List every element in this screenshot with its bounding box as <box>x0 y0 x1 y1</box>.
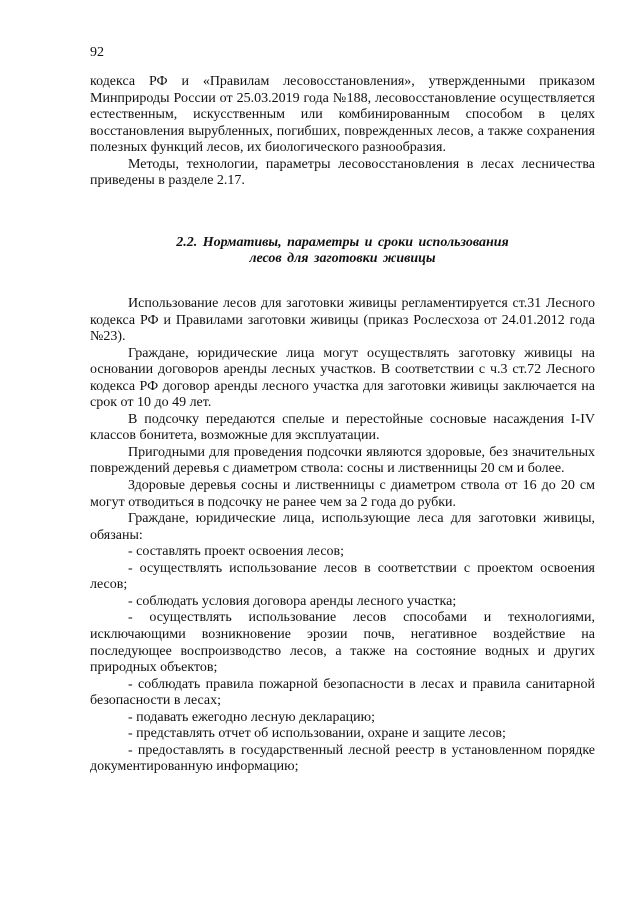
paragraph-regulation: Использование лесов для заготовки живицы регламентируется ст.31 Лесного кодекса РФ и Правилами заготовки живицы (приказ Рослесхоза от 24.01.2012 года №23). <box>90 296 595 345</box>
obligation-list-item: - осуществлять использование лесов в соответствии с проектом освоения лесов; <box>90 560 595 593</box>
obligation-list-item: - соблюдать условия договора аренды лесного участка; <box>128 593 457 609</box>
paragraph-stands-for-tapping: В подсочку передаются спелые и перестойные сосновые насаждения I-IV классов бонитета, возможные для эксплуатации. <box>90 411 595 444</box>
obligation-list-item: - осуществлять использование лесов способами и технологиями, исключающими возникновение эрозии почв, негативное воздействие на последующее воспроизводство лесов, а также на состояние водных и других природных объектов; <box>90 610 595 676</box>
document-body <box>90 74 595 776</box>
obligation-list-item: - составлять проект освоения лесов; <box>128 544 345 560</box>
paragraph-lease-terms: Граждане, юридические лица могут осуществлять заготовку живицы на основании договоров аренды лесных участков. В соответствии с ч.3 ст.72 Лесного кодекса РФ договор аренды лесного участка для заготовки живицы заключается на срок от 10 до 49 лет. <box>90 345 595 411</box>
paragraph-trees-before-felling: Здоровые деревья сосны и лиственницы с диаметром ствола от 16 до 20 см могут отводиться в подсочку не ранее чем за 2 года до рубки. <box>90 478 595 510</box>
paragraph-methods-reference: Методы, технологии, параметры лесовосстановления в лесах лесничества приведены в разделе 2.17. <box>90 156 595 189</box>
section-heading-line-1: 2.2. Нормативы, параметры и сроки использования <box>176 234 509 250</box>
obligation-list-item: - соблюдать правила пожарной безопасности в лесах и правила санитарной безопасности в лесах; <box>90 676 595 709</box>
obligation-list-item: - подавать ежегодно лесную декларацию; <box>128 709 375 725</box>
obligation-list-item: - представлять отчет об использовании, охране и защите лесов; <box>128 726 506 742</box>
section-heading-line-2: лесов для заготовки живицы <box>249 251 436 267</box>
paragraph-continuation: кодекса РФ и «Правилам лесовосстановления», утвержденными приказом Минприроды России от 25.03.2019 года №188, лесовосстановление осуществляется естественным, искусственным или комбинированным способом в целях восстановления вырубленных, погибших, поврежденных лесов, а также сохранения полезных функций лесов, их биологического разнообразия. <box>90 74 595 156</box>
paragraph-suitable-trees: Пригодными для проведения подсочки являются здоровые, без значительных повреждений деревья с диаметром ствола: сосны и лиственницы 20 см и более. <box>90 444 595 477</box>
paragraph-obligations-intro: Граждане, юридические лица, использующие леса для заготовки живицы, обязаны: <box>90 511 595 543</box>
obligation-list-item: - предоставлять в государственный лесной реестр в установленном порядке документированную информацию; <box>90 742 595 775</box>
page-number: 92 <box>90 45 104 60</box>
section-heading <box>90 235 595 268</box>
